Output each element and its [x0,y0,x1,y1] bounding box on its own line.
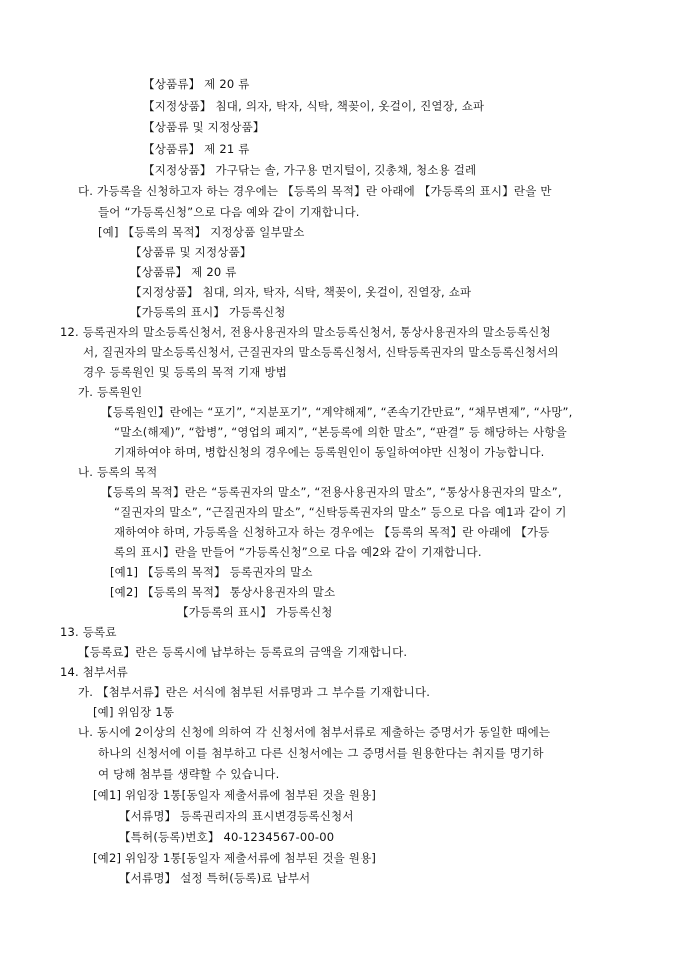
example-product-class-20-b: 【상품류】 제 20 류 [130,265,237,279]
example-class-and-goods-heading: 【상품류 및 지정상품】 [143,120,265,134]
attachments-item-na-line-1: 나. 동시에 2이상의 신청에 의하여 각 신청서에 첨부서류로 제출하는 증명서가 동일한 때에는 [78,725,551,739]
item-da-provisional-registration: 다. 가등록을 신청하고자 하는 경우에는 【등록의 목적】란 아래에 【가등록의 표시】란을 만 [78,184,552,198]
item-na-registration-purpose-heading: 나. 등록의 목적 [78,465,158,479]
section-12-line-2: 서, 질권자의 말소등록신청서, 근질권자의 말소등록신청서, 신탁등록권자의 말소등록신청서의 [83,345,559,359]
example-designated-goods-20: 【지정상품】 침대, 의자, 탁자, 식탁, 책꽂이, 옷걸이, 진열장, 쇼파 [143,99,485,113]
attachments-item-ga: 가. 【첨부서류】란은 서식에 첨부된 서류명과 그 부수를 기재합니다. [78,685,431,699]
section-13-heading: 13. 등록료 [60,625,117,639]
example-1-purpose: [예1] 【등록의 목적】 등록권자의 말소 [110,565,313,579]
registration-purpose-line-1: 【등록의 목적】란은 “등록권자의 말소”, “전용사용권자의 말소”, “통상사용권자의 말소”, [101,485,562,499]
example-2-purpose: [예2] 【등록의 목적】 통상사용권자의 말소 [110,585,336,599]
registration-cause-line-2: “말소(해제)”, “합병”, “영업의 폐지”, “본등록에 의한 말소”, “판결” 등 해당하는 사항을 [114,425,567,439]
attachments-item-na-line-3: 여 당해 첨부를 생략할 수 있습니다. [98,767,280,781]
registration-purpose-line-3: 재하여야 하며, 가등록을 신청하고자 하는 경우에는 【등록의 목적】란 아래에 【가등 [114,525,550,539]
registration-cause-line-1: 【등록원인】란에는 “포기”, “지분포기”, “계약해제”, “존속기간만료”, “채무변제”, “사망”, [101,405,573,419]
item-ga-registration-cause-heading: 가. 등록원인 [78,385,143,399]
example-designated-goods-20-b: 【지정상품】 침대, 의자, 탁자, 식탁, 책꽂이, 옷걸이, 진열장, 쇼파 [130,285,472,299]
example-2-provisional-mark: 【가등록의 표시】 가등록신청 [177,605,333,619]
attachments-example: [예] 위임장 1통 [93,705,175,719]
attachments-item-na-line-2: 하나의 신청서에 이를 첨부하고 다른 신청서에는 그 증명서를 원용한다는 취지를 명기하 [98,746,544,760]
example-product-class-20: 【상품류】 제 20 류 [143,77,250,91]
attachments-example-1-number: 【특허(등록)번호】 40-1234567-00-00 [119,830,335,844]
registration-purpose-line-2: “질권자의 말소”, “근질권자의 말소”, “신탁등록권자의 말소” 등으로 다음 예1과 같이 기 [114,505,567,519]
registration-cause-line-3: 기재하여야 하며, 병합신청의 경우에는 등록원인이 동일하여야만 신청이 가능합니다. [114,445,545,459]
example-designated-goods-21: 【지정상품】 가구닦는 솔, 가구용 먼지털이, 깃총채, 청소용 걸레 [143,163,477,177]
attachments-example-2-document: 【서류명】 설정 특허(등록)료 납부서 [119,871,311,885]
section-12-line-3: 경우 등록원인 및 등록의 목적 기재 방법 [83,365,288,379]
section-12-heading: 12. 등록권자의 말소등록신청서, 전용사용권자의 말소등록신청서, 통상사용권자의 말소등록신청 [60,325,551,339]
attachments-example-1-document: 【서류명】 등록권리자의 표시변경등록신청서 [119,809,354,823]
registration-purpose-line-4: 록의 표시】란을 만들어 “가등록신청”으로 다음 예2와 같이 기재합니다. [114,545,482,559]
attachments-example-2: [예2] 위임장 1통[동일자 제출서류에 첨부된 것을 원용] [93,851,377,865]
section-14-heading: 14. 첨부서류 [60,665,128,679]
item-da-continuation: 들어 “가등록신청”으로 다음 예와 같이 기재합니다. [98,205,360,219]
example-provisional-registration-mark: 【가등록의 표시】 가등록신청 [130,305,286,319]
registration-fee-description: 【등록료】란은 등록시에 납부하는 등록료의 금액을 기재합니다. [78,645,408,659]
example-class-and-goods-heading-2: 【상품류 및 지정상품】 [130,245,252,259]
attachments-example-1: [예1] 위임장 1통[동일자 제출서류에 첨부된 것을 원용] [93,788,377,802]
example-product-class-21: 【상품류】 제 21 류 [143,142,250,156]
example-registration-purpose: [예] 【등록의 목적】 지정상품 일부말소 [98,225,305,239]
